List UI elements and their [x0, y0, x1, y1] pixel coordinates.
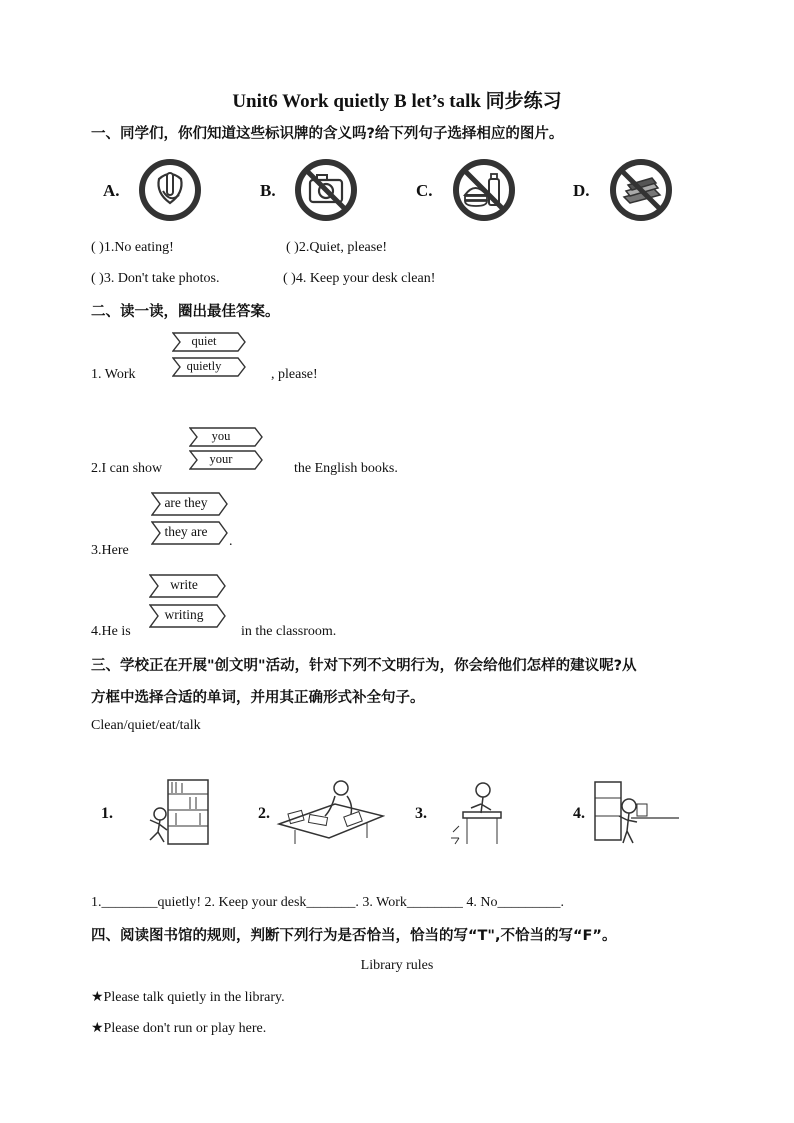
section3-answer-line: 1.________quietly! 2. Keep your desk_______. 3. Work________ 4. No_________.	[91, 895, 565, 910]
library-rule-2: ★Please don't run or play here.	[91, 1021, 267, 1036]
picture-label-4: 4.	[573, 805, 585, 822]
q2-4-option-a-label: write	[170, 577, 198, 592]
question-1-3: ( )3. Don't take photos.	[91, 271, 220, 286]
q2-3-option-a-label: are they	[164, 495, 208, 510]
picture-label-3: 3.	[415, 805, 427, 822]
q2-3-after: .	[229, 534, 233, 549]
q2-2-option-a-label: you	[211, 429, 231, 443]
q2-4-option-b-label: writing	[164, 607, 204, 622]
q2-4-option-b[interactable]	[149, 603, 227, 629]
page-title: Unit6 Work quietly B let’s talk 同步练习	[232, 91, 562, 112]
q2-3-option-b[interactable]	[151, 520, 229, 546]
q2-2-option-b[interactable]	[189, 449, 265, 471]
picture-label-1: 1.	[101, 805, 113, 822]
q2-1-option-b[interactable]	[172, 356, 248, 378]
section1-heading: 一、同学们，你们知道这些标识牌的含义吗?给下列句子选择相应的图片。	[91, 126, 564, 142]
q2-3-option-b-label: they are	[164, 524, 208, 539]
section2-heading: 二、读一读，圈出最佳答案。	[91, 304, 280, 320]
question-1-1: ( )1.No eating!	[91, 240, 174, 255]
q2-3-option-a[interactable]	[151, 491, 229, 517]
q2-1-text: 1. Work	[91, 367, 136, 382]
q2-4-option-a[interactable]	[149, 573, 227, 599]
q2-1-option-a-label: quiet	[191, 334, 217, 348]
eating-in-class-picture	[447, 778, 511, 850]
talking-loudly-picture	[591, 776, 681, 848]
no-eating-sign-icon	[451, 157, 517, 223]
q2-2-option-a[interactable]	[189, 426, 265, 448]
question-1-4: ( )4. Keep your desk clean!	[283, 271, 436, 286]
q2-3-text: 3.Here	[91, 543, 129, 558]
q2-2-option-b-label: your	[209, 452, 233, 466]
no-photos-sign-icon	[293, 157, 359, 223]
section3-heading-line1: 三、学校正在开展"创文明"活动，针对下列不文明行为，你会给他们怎样的建议呢?从	[91, 658, 637, 674]
q2-1-option-a[interactable]	[172, 331, 248, 353]
section3-heading-line2: 方框中选择合适的单词，并用其正确形式补全句子。	[91, 690, 425, 706]
q2-4-text: 4.He is	[91, 624, 131, 639]
library-rule-1: ★Please talk quietly in the library.	[91, 990, 285, 1005]
q2-2-after: the English books.	[294, 461, 398, 476]
sign-label-b: B.	[260, 181, 276, 200]
no-messy-desk-sign-icon	[608, 157, 674, 223]
question-1-2: ( )2.Quiet, please!	[286, 240, 388, 255]
sign-label-d: D.	[573, 181, 590, 200]
q2-2-text: 2.I can show	[91, 461, 163, 476]
section4-heading: 四、阅读图书馆的规则，判断下列行为是否恰当，恰当的写“T",不恰当的写“F”。	[91, 928, 617, 944]
q2-1-option-b-label: quietly	[186, 359, 222, 373]
word-bank: Clean/quiet/eat/talk	[91, 718, 201, 733]
no-talking-sign-icon	[137, 157, 203, 223]
messy-desk-picture	[275, 774, 385, 848]
library-rules-title: Library rules	[360, 958, 434, 973]
sign-label-a: A.	[103, 181, 120, 200]
q2-1-after: , please!	[271, 367, 318, 382]
sign-label-c: C.	[416, 181, 433, 200]
library-running-picture	[146, 776, 212, 848]
q2-4-after: in the classroom.	[241, 624, 337, 639]
picture-label-2: 2.	[258, 805, 270, 822]
